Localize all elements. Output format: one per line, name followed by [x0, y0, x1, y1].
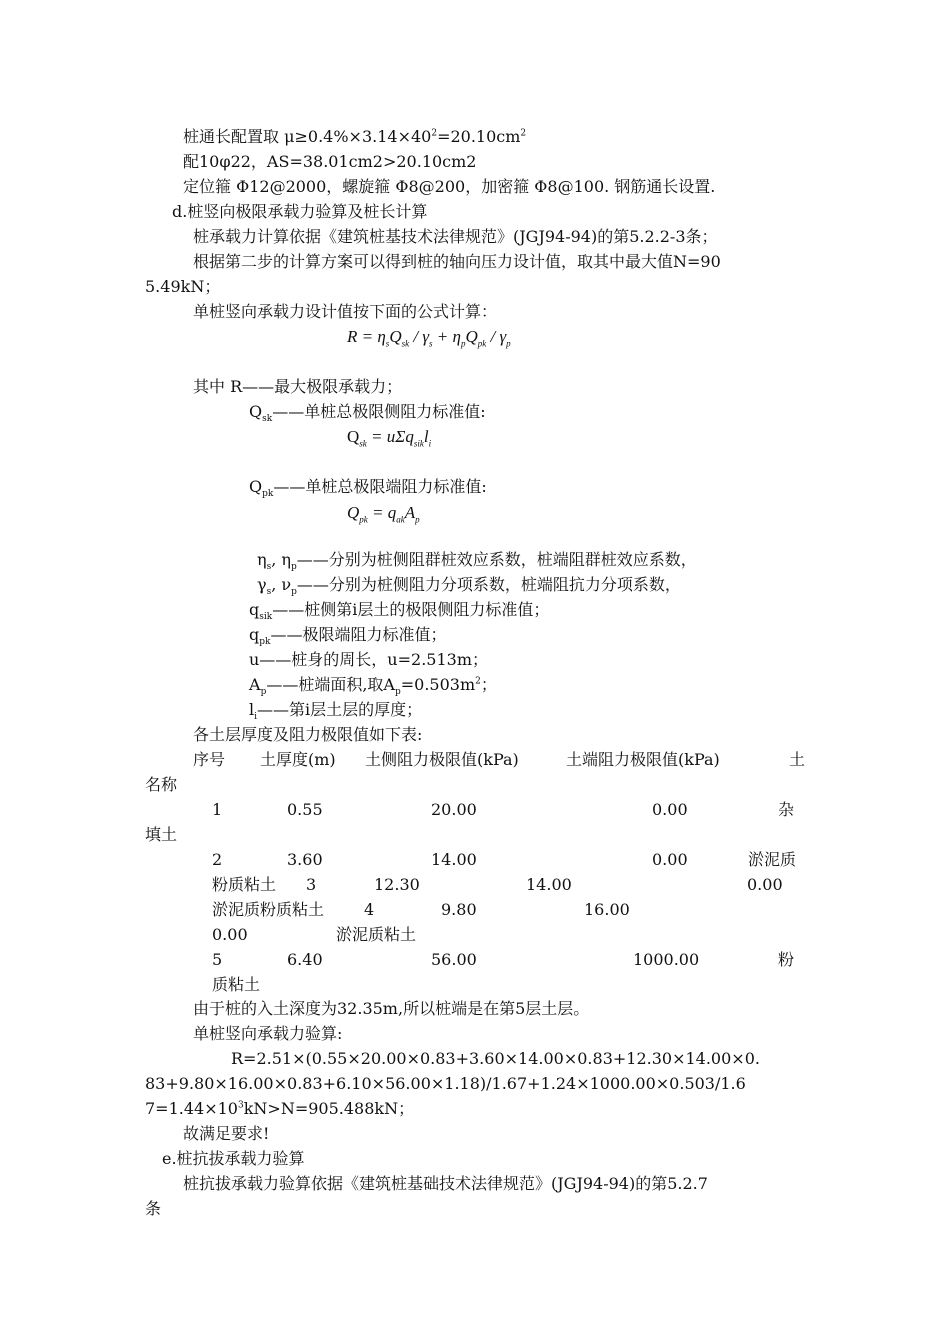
formula-qpk: $Q_{pk} = q_{ak}A_p$ — [347, 503, 420, 525]
text-line: 桩承载力计算依据《建筑桩基技术法律规范》(JGJ94-94)的第5.2.2-3条； — [193, 227, 718, 246]
text-line: 根据第二步的计算方案可以得到桩的轴向压力设计值，取其中最大值N=90 — [193, 252, 721, 271]
section-heading: e.桩抗拔承载力验算 — [162, 1149, 305, 1168]
table-cell: 5 — [212, 950, 223, 969]
text-line: $l_i——$第i层土层的厚度； — [249, 700, 423, 723]
text-line: $\eta_s$, $\eta_p——$分别为桩侧阻群桩效应系数，桩端阻群桩效应系数， — [257, 550, 697, 573]
table-cell: 淤泥质 — [748, 850, 797, 869]
table-cell: 3 — [306, 875, 317, 894]
table-cell: 0.00 — [652, 850, 688, 869]
text-line: $Q_{pk}——$单桩总极限端阻力标准值: — [249, 477, 487, 500]
section-heading: d.桩竖向极限承载力验算及桩长计算 — [172, 202, 428, 221]
formula-bearing-capacity: $R = \eta_sQ_{sk} / \gamma_s + \eta_pQ_{pk} / \gamma_p$ — [347, 327, 511, 349]
table-cell: 3.60 — [287, 850, 323, 869]
text-line: 83+9.80×16.00×0.83+6.10×56.00×1.18)/1.67+1.24×1000.00×0.503/1.6 — [145, 1074, 746, 1093]
table-cell: 56.00 — [431, 950, 477, 969]
table-cell: 淤泥质粉质粘土 — [212, 900, 325, 919]
text-line: $q_{pk}——$极限端阻力标准值； — [249, 625, 447, 648]
text-line: 其中 R——最大极限承载力； — [193, 377, 403, 396]
table-header-cell: 土侧阻力极限值(kPa) — [365, 750, 519, 769]
table-cell: 0.55 — [287, 800, 323, 819]
table-cell: 14.00 — [431, 850, 477, 869]
table-header-wrap: 名称 — [145, 775, 178, 794]
table-cell: 0.00 — [652, 800, 688, 819]
text-line: 单桩竖向承载力设计值按下面的公式计算： — [193, 302, 498, 321]
table-cell: 4 — [364, 900, 375, 919]
text-line: 5.49kN； — [145, 277, 221, 296]
table-cell: 1000.00 — [633, 950, 700, 969]
text-line: u——桩身的周长，u=2.513m； — [249, 650, 488, 669]
table-header-cell: 土端阻力极限值(kPa) — [566, 750, 720, 769]
table-header-cell: 土厚度(m) — [260, 750, 336, 769]
text-line: 各土层厚度及阻力极限值如下表: — [193, 725, 423, 744]
text-line: $Q_{sk}——$单桩总极限侧阻力标准值: — [249, 402, 486, 425]
text-line: 定位箍 Φ12@2000，螺旋箍 Φ8@200，加密箍 Φ8@100. 钢筋通长设置. — [183, 177, 716, 196]
table-cell: 6.40 — [287, 950, 323, 969]
table-cell: 0.00 — [212, 925, 248, 944]
table-cell-wrap: 质粘土 — [212, 975, 261, 994]
text-line: 条 — [145, 1199, 162, 1218]
table-cell: 粉 — [778, 950, 795, 969]
text-line: 桩通长配置取 $\mu\ge 0.4\%\times 3.14\times 40^2=20.10cm^2$ — [183, 127, 527, 146]
text-line: 由于桩的入土深度为32.35m,所以桩端是在第5层土层。 — [193, 999, 590, 1018]
table-cell: 20.00 — [431, 800, 477, 819]
table-cell: 杂 — [778, 800, 795, 819]
table-cell-wrap: 填土 — [145, 825, 178, 844]
text-line: 桩抗拔承载力验算依据《建筑桩基础技术法律规范》(JGJ94-94)的第5.2.7 — [183, 1174, 708, 1193]
table-cell: 12.30 — [374, 875, 420, 894]
table-header-cell: 土 — [789, 750, 806, 769]
table-cell: 1 — [212, 800, 223, 819]
text-line: 故满足要求! — [183, 1124, 270, 1143]
text-line: $7=1.44\times 10^3kN>N=905.488kN$； — [145, 1099, 415, 1118]
table-cell: 9.80 — [441, 900, 477, 919]
table-cell: 2 — [212, 850, 223, 869]
table-cell: 16.00 — [584, 900, 630, 919]
text-line: $A_p——$桩端面积,取$A_p=0.503m^2$； — [249, 675, 497, 698]
table-cell: 0.00 — [747, 875, 783, 894]
text-line: 配10φ22，AS=38.01cm2>20.10cm2 — [183, 152, 477, 171]
table-cell: 14.00 — [526, 875, 572, 894]
text-line: R=2.51×(0.55×20.00×0.83+3.60×14.00×0.83+12.30×14.00×0. — [231, 1049, 760, 1068]
table-cell: 淤泥质粘土 — [336, 925, 417, 944]
text-line: $\gamma_s$, $\nu_p——$分别为桩侧阻力分项系数，桩端阻抗力分项系数， — [257, 575, 681, 598]
table-header-cell: 序号 — [193, 750, 226, 769]
table-cell: 粉质粘土 — [212, 875, 277, 894]
text-line: 单桩竖向承载力验算: — [193, 1024, 343, 1043]
text-line: $q_{sik}——$桩侧第i层土的极限侧阻力标准值； — [249, 600, 550, 623]
formula-qsk: $Q_{sk} = u\Sigma q_{sik}l_i$ — [347, 427, 432, 449]
